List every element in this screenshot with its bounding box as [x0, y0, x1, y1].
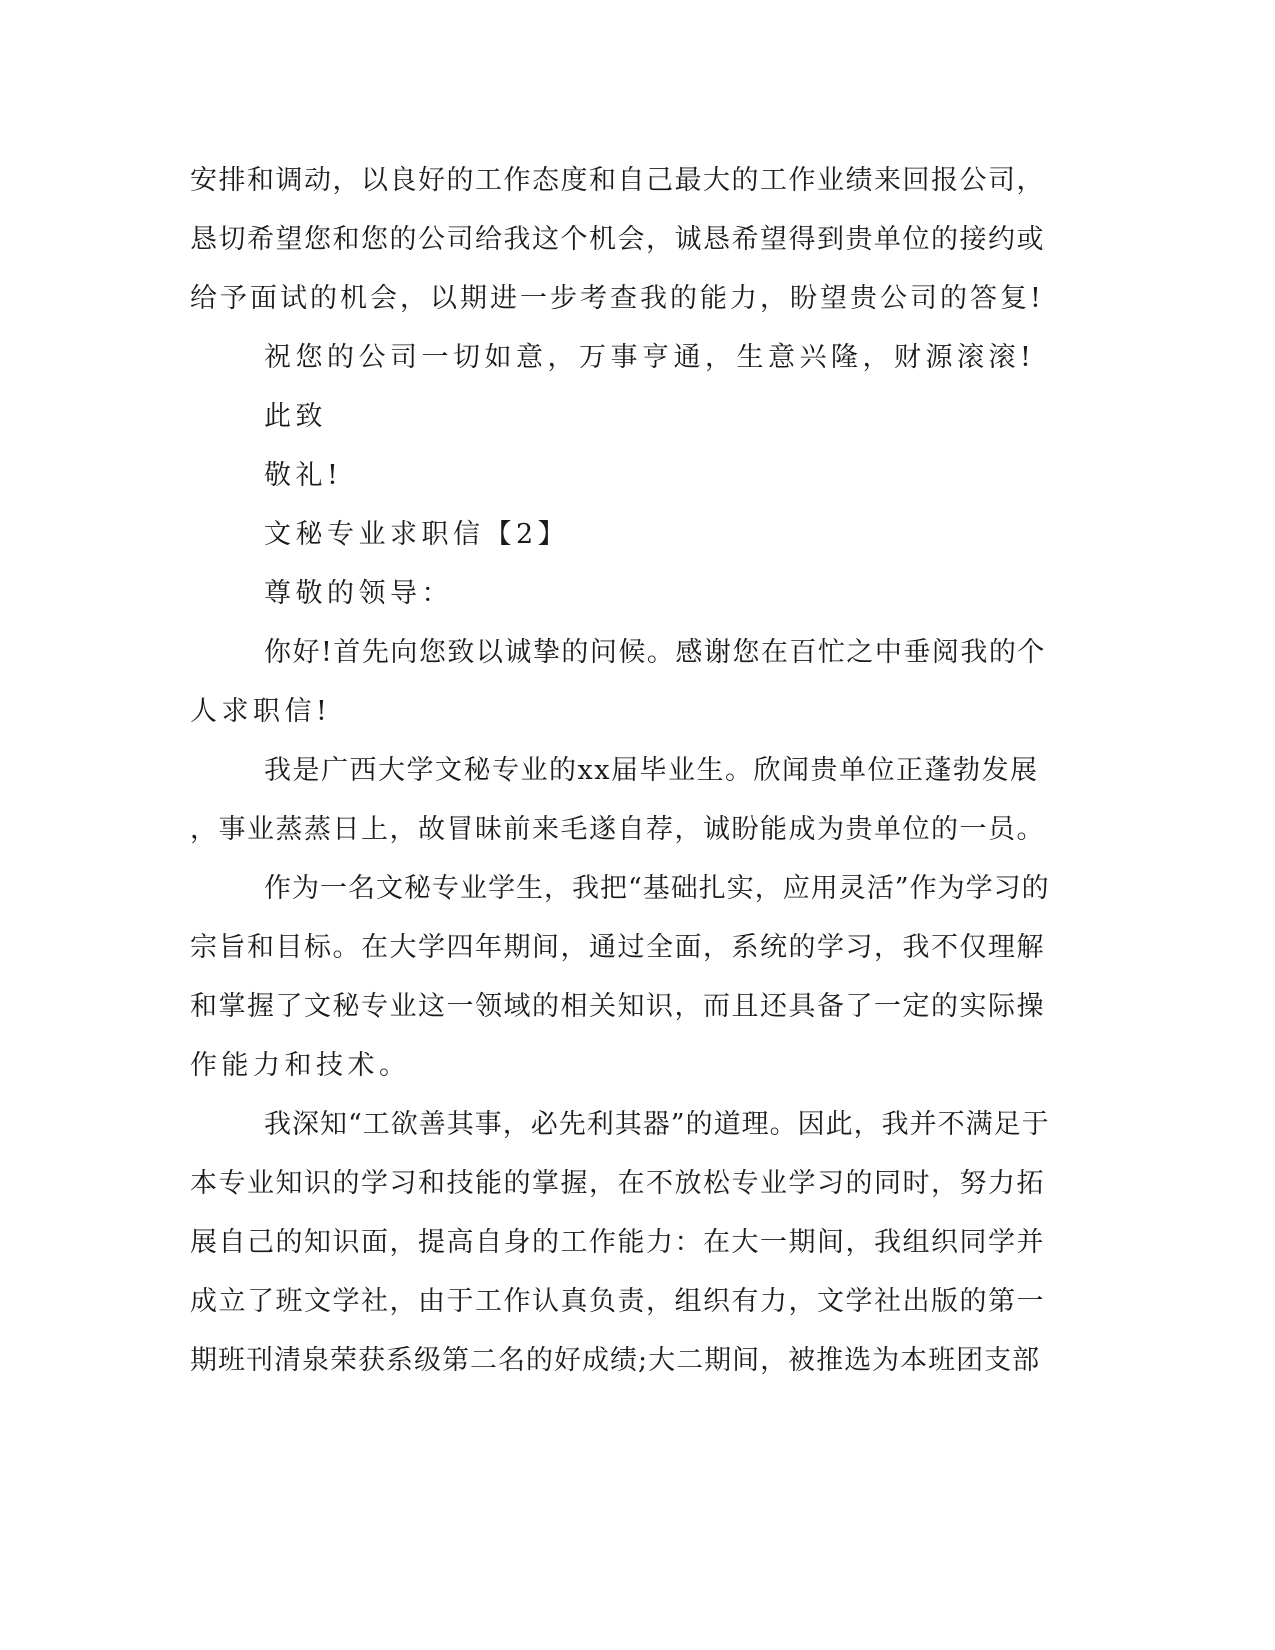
- text-line: 安排和调动，以良好的工作态度和自己最大的工作业绩来回报公司，: [190, 165, 1045, 196]
- text-line: 我深知“工欲善其事，必先利其器”的道理。因此，我并不满足于: [264, 1109, 1050, 1140]
- text-line: 敬礼!: [264, 460, 343, 491]
- text-line: 成立了班文学社，由于工作认真负责，组织有力，文学社出版的第一: [190, 1286, 1045, 1317]
- text-line: 此致: [264, 401, 327, 432]
- text-line: 我是广西大学文秘专业的xx届毕业生。欣闻贵单位正蓬勃发展: [264, 755, 1039, 786]
- text-line: 祝您的公司一切如意，万事亨通，生意兴隆，财源滚滚!: [264, 342, 1036, 373]
- text-line: 和掌握了文秘专业这一领域的相关知识，而且还具备了一定的实际操: [190, 991, 1045, 1022]
- text-line: ，事业蒸蒸日上，故冒昧前来毛遂自荐，诚盼能成为贵单位的一员。: [190, 814, 1045, 845]
- text-line: 给予面试的机会，以期进一步考查我的能力，盼望贵公司的答复!: [190, 283, 1044, 314]
- text-line: 作为一名文秘专业学生，我把“基础扎实，应用灵活”作为学习的: [264, 873, 1050, 904]
- text-line: 展自己的知识面，提高自身的工作能力：在大一期间，我组织同学并: [190, 1227, 1045, 1258]
- text-line: 尊敬的领导：: [264, 578, 453, 609]
- text-line: 宗旨和目标。在大学四年期间，通过全面，系统的学习，我不仅理解: [190, 932, 1045, 963]
- text-line: 期班刊清泉荣获系级第二名的好成绩;大二期间，被推选为本班团支部: [190, 1345, 1041, 1376]
- text-line: 你好!首先向您致以诚挚的问候。感谢您在百忙之中垂阅我的个: [264, 637, 1046, 668]
- text-line: 恳切希望您和您的公司给我这个机会，诚恳希望得到贵单位的接约或: [190, 224, 1045, 255]
- section-heading: 文秘专业求职信【2】: [264, 519, 570, 550]
- text-line: 人求职信!: [190, 696, 332, 727]
- text-line: 本专业知识的学习和技能的掌握，在不放松专业学习的同时，努力拓: [190, 1168, 1045, 1199]
- text-line: 作能力和技术。: [190, 1050, 411, 1081]
